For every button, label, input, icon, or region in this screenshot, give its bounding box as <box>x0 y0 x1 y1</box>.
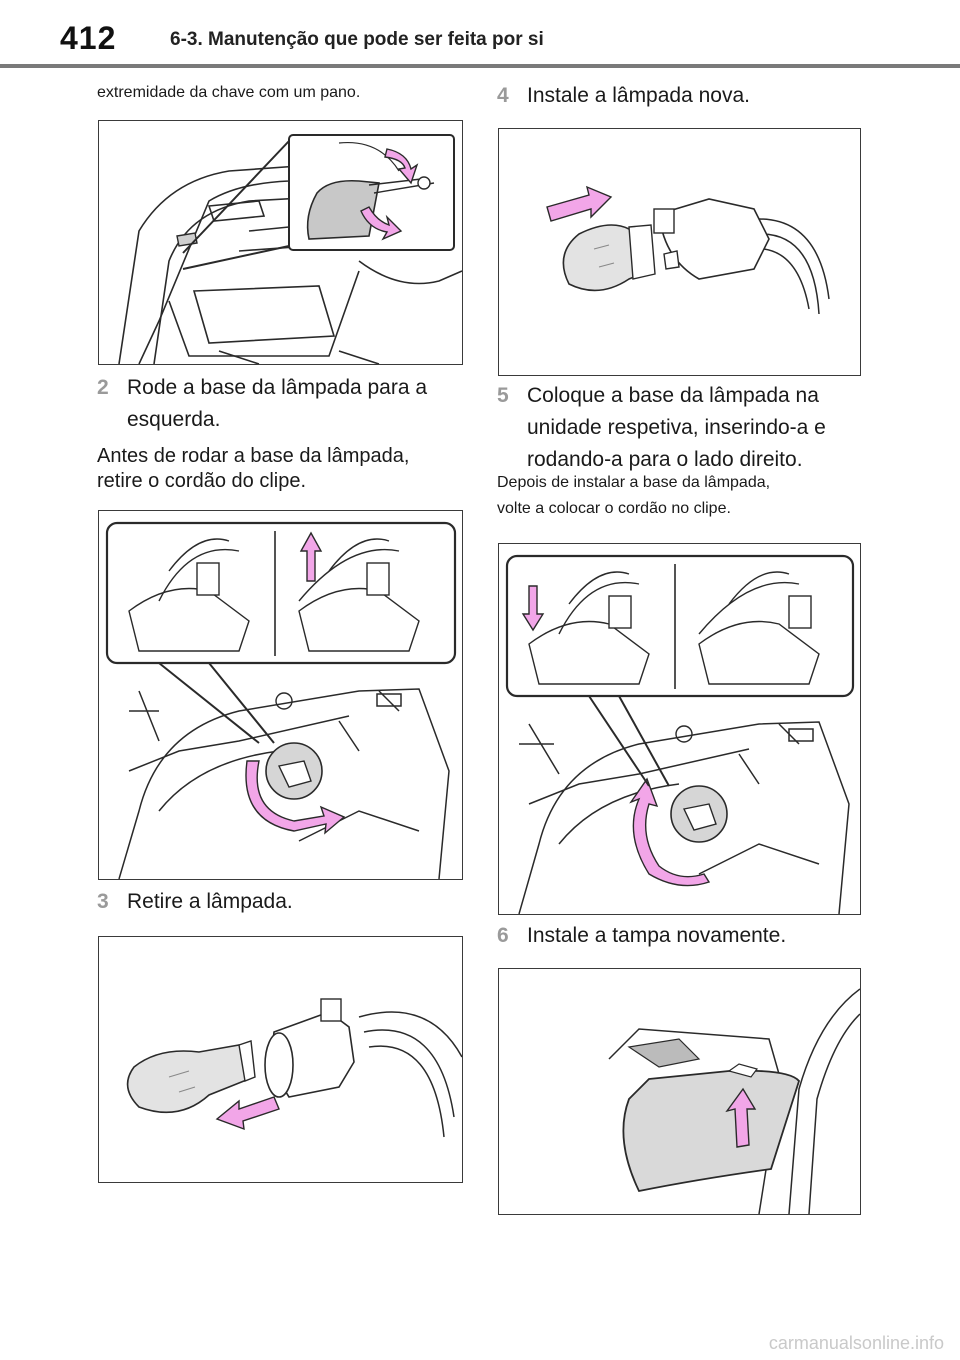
note-after-install <box>497 470 877 522</box>
header-rule <box>0 64 960 68</box>
note-before-rotate <box>97 444 467 494</box>
figure-rotate-base-left <box>98 510 463 880</box>
step-3-number: 3 <box>97 890 109 913</box>
figure-tailgate-cover <box>98 120 463 365</box>
step-5-line-2: unidade respetiva, inserindo-a e <box>527 416 826 439</box>
remove-bulb-illustration <box>99 937 462 1182</box>
step-3 <box>97 886 467 918</box>
step-2-number: 2 <box>97 376 109 399</box>
rotate-base-right-illustration <box>499 544 860 914</box>
step-4 <box>497 80 877 112</box>
figure-rotate-base-right <box>498 543 861 915</box>
step-5-line-1: Coloque a base da lâmpada na <box>527 384 819 407</box>
step-6-text: Instale a tampa novamente. <box>527 924 787 947</box>
page-header <box>0 0 960 70</box>
step-5-number: 5 <box>497 384 509 407</box>
step-2 <box>97 372 467 436</box>
rotate-base-illustration <box>99 511 462 879</box>
step-4-number: 4 <box>497 84 509 107</box>
intro-text: extremidade da chave com um pano. <box>97 84 361 101</box>
page-number: 412 <box>60 20 117 56</box>
step-5-text <box>527 380 826 476</box>
step-2-line-2: esquerda. <box>127 408 221 431</box>
step-4-text: Instale a lâmpada nova. <box>527 84 750 107</box>
note-5-line-1: Depois de instalar a base da lâmpada, <box>497 474 771 491</box>
note-2-line-2: retire o cordão do clipe. <box>97 470 307 492</box>
step-2-line-1: Rode a base da lâmpada para a <box>127 376 428 399</box>
step-5 <box>497 380 877 476</box>
section-title: 6-3. Manutenção que pode ser feita por si <box>170 29 544 50</box>
tailgate-cover-illustration <box>99 121 462 364</box>
note-5-line-2: volte a colocar o cordão no clipe. <box>497 500 731 517</box>
reinstall-cover-illustration <box>499 969 860 1214</box>
install-bulb-illustration <box>499 129 860 375</box>
step-2-text <box>127 372 427 436</box>
step-6-number: 6 <box>497 924 509 947</box>
step-3-text: Retire a lâmpada. <box>127 890 293 913</box>
figure-reinstall-cover <box>498 968 861 1215</box>
watermark-text: carmanualsonline.info <box>768 1333 944 1353</box>
figure-remove-bulb <box>98 936 463 1183</box>
figure-install-bulb <box>498 128 861 376</box>
note-2-line-1: Antes de rodar a base da lâmpada, <box>97 445 410 467</box>
step-6 <box>497 920 877 952</box>
step-5-line-3: rodando-a para o lado direito. <box>527 448 803 471</box>
